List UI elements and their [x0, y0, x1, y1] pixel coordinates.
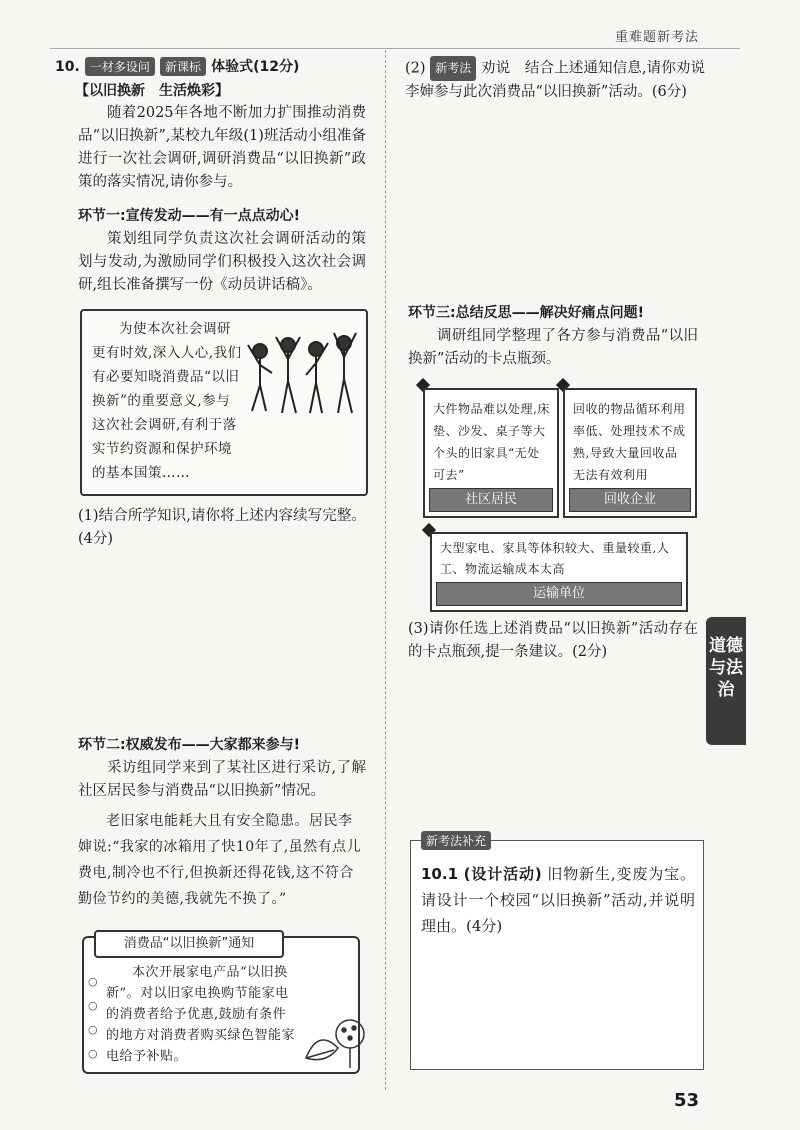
bottleneck-card-recyclers	[563, 388, 697, 518]
question-3: (3)请你任选上述消费品“以旧换新”活动存在的卡点瓶颈,提一条建议。(2分)	[408, 621, 698, 660]
card-text: 大型家电、家具等体积较大、重量较重,人工、物流运输成本太高	[440, 541, 670, 576]
supplement-badge: 新考法补充	[421, 831, 491, 850]
speech-box	[80, 309, 368, 496]
question-intro: 随着2025年各地不断加力扩围推动消费品“以旧换新”,某校九年级(1)班活动小组准备进行一次社会调研,调研消费品“以旧换新”政策的落实情况,请你参与。	[78, 105, 366, 190]
stage1-text: 策划组同学负责这次社会调研活动的策划与发动,为激励同学们积极投入这次社会调研,组长准备撰写一份《动员讲话稿》。	[78, 231, 366, 293]
question-2-label: (2)	[405, 60, 426, 77]
stage3-title: 环节三:总结反思——解决好痛点问题!	[408, 305, 644, 321]
badge-one-material: 一材多设问	[85, 57, 155, 76]
notice-board	[82, 930, 372, 1080]
stage1-title: 环节一:宣传发动——有一点点动心!	[78, 208, 300, 224]
card-label: 运输单位	[436, 582, 682, 606]
stage2-text: 采访组同学来到了某社区进行采访,了解社区居民参与消费品“以旧换新”情况。	[78, 760, 366, 799]
notice-title: 消费品“以旧换新”通知	[94, 930, 284, 958]
supplement-question	[421, 861, 695, 939]
column-divider	[385, 50, 386, 1090]
question-2-text: 劝说 结合上述通知信息,请你劝说李婶参与此次消费品“以旧换新”活动。(6分)	[405, 60, 706, 100]
resident-quote: 老旧家电能耗大且有安全隐患。居民李婶说:“我家的冰箱用了快10年了,虽然有点儿费电,制冷也不行,但换新还得花钱,这不符合勤俭节约的美德,我就先不换了。”	[78, 813, 362, 907]
notebook-rings: ○ ○ ○ ○	[88, 975, 98, 1060]
header-rule	[50, 48, 740, 49]
question-2	[405, 56, 705, 104]
question-header	[55, 56, 365, 76]
leaf-tree-illustration	[298, 1008, 368, 1072]
card-label: 社区居民	[429, 488, 553, 512]
question-number: 10.	[55, 59, 80, 75]
question-theme: 【以旧换新 生活焕彩】	[75, 83, 229, 99]
supplement-text: 旧物新生,变废为宝。请设计一个校园“以旧换新”活动,并说明理由。(4分)	[421, 865, 695, 935]
notice-text: 本次开展家电产品“以旧换新”。对以旧家电换购节能家电的消费者给予优惠,鼓励有条件的地方对消费者购买绿色智能家电给予补贴。	[106, 965, 296, 1064]
card-text: 大件物品难以处理,床垫、沙发、桌子等大个头的旧家具“无处可去”	[433, 402, 550, 482]
question-type: 体验式(12分)	[211, 59, 300, 75]
stage3-text: 调研组同学整理了各方参与消费品“以旧换新”活动的卡点瓶颈。	[408, 328, 698, 367]
bottleneck-card-transport	[430, 532, 688, 612]
students-cheering-illustration	[242, 323, 360, 423]
page-number: 53	[674, 1090, 700, 1111]
card-text: 回收的物品循环利用率低、处理技术不成熟,导致大量回收品无法有效利用	[573, 402, 686, 482]
supplement-box	[410, 834, 704, 1070]
speech-text: 为使本次社会调研更有时效,深入人心,我们有必要知晓消费品“以旧换新”的重要意义,参与这次社会调研,有利于落实节约资源和保护环境的基本国策……	[92, 321, 242, 481]
stage2-title: 环节二:权威发布——大家都来参与!	[78, 737, 300, 753]
supplement-tag: (设计活动)	[463, 865, 542, 883]
header-title: 重难题新考法	[615, 30, 700, 45]
subject-side-tab: 道德与法治	[706, 617, 746, 745]
supplement-number: 10.1	[421, 865, 459, 883]
badge-new-method: 新考法	[430, 56, 476, 81]
badge-new-standard: 新课标	[160, 57, 206, 76]
bottleneck-card-residents	[423, 388, 559, 518]
question-1: (1)结合所学知识,请你将上述内容续写完整。(4分)	[78, 508, 366, 547]
card-label: 回收企业	[569, 488, 691, 512]
